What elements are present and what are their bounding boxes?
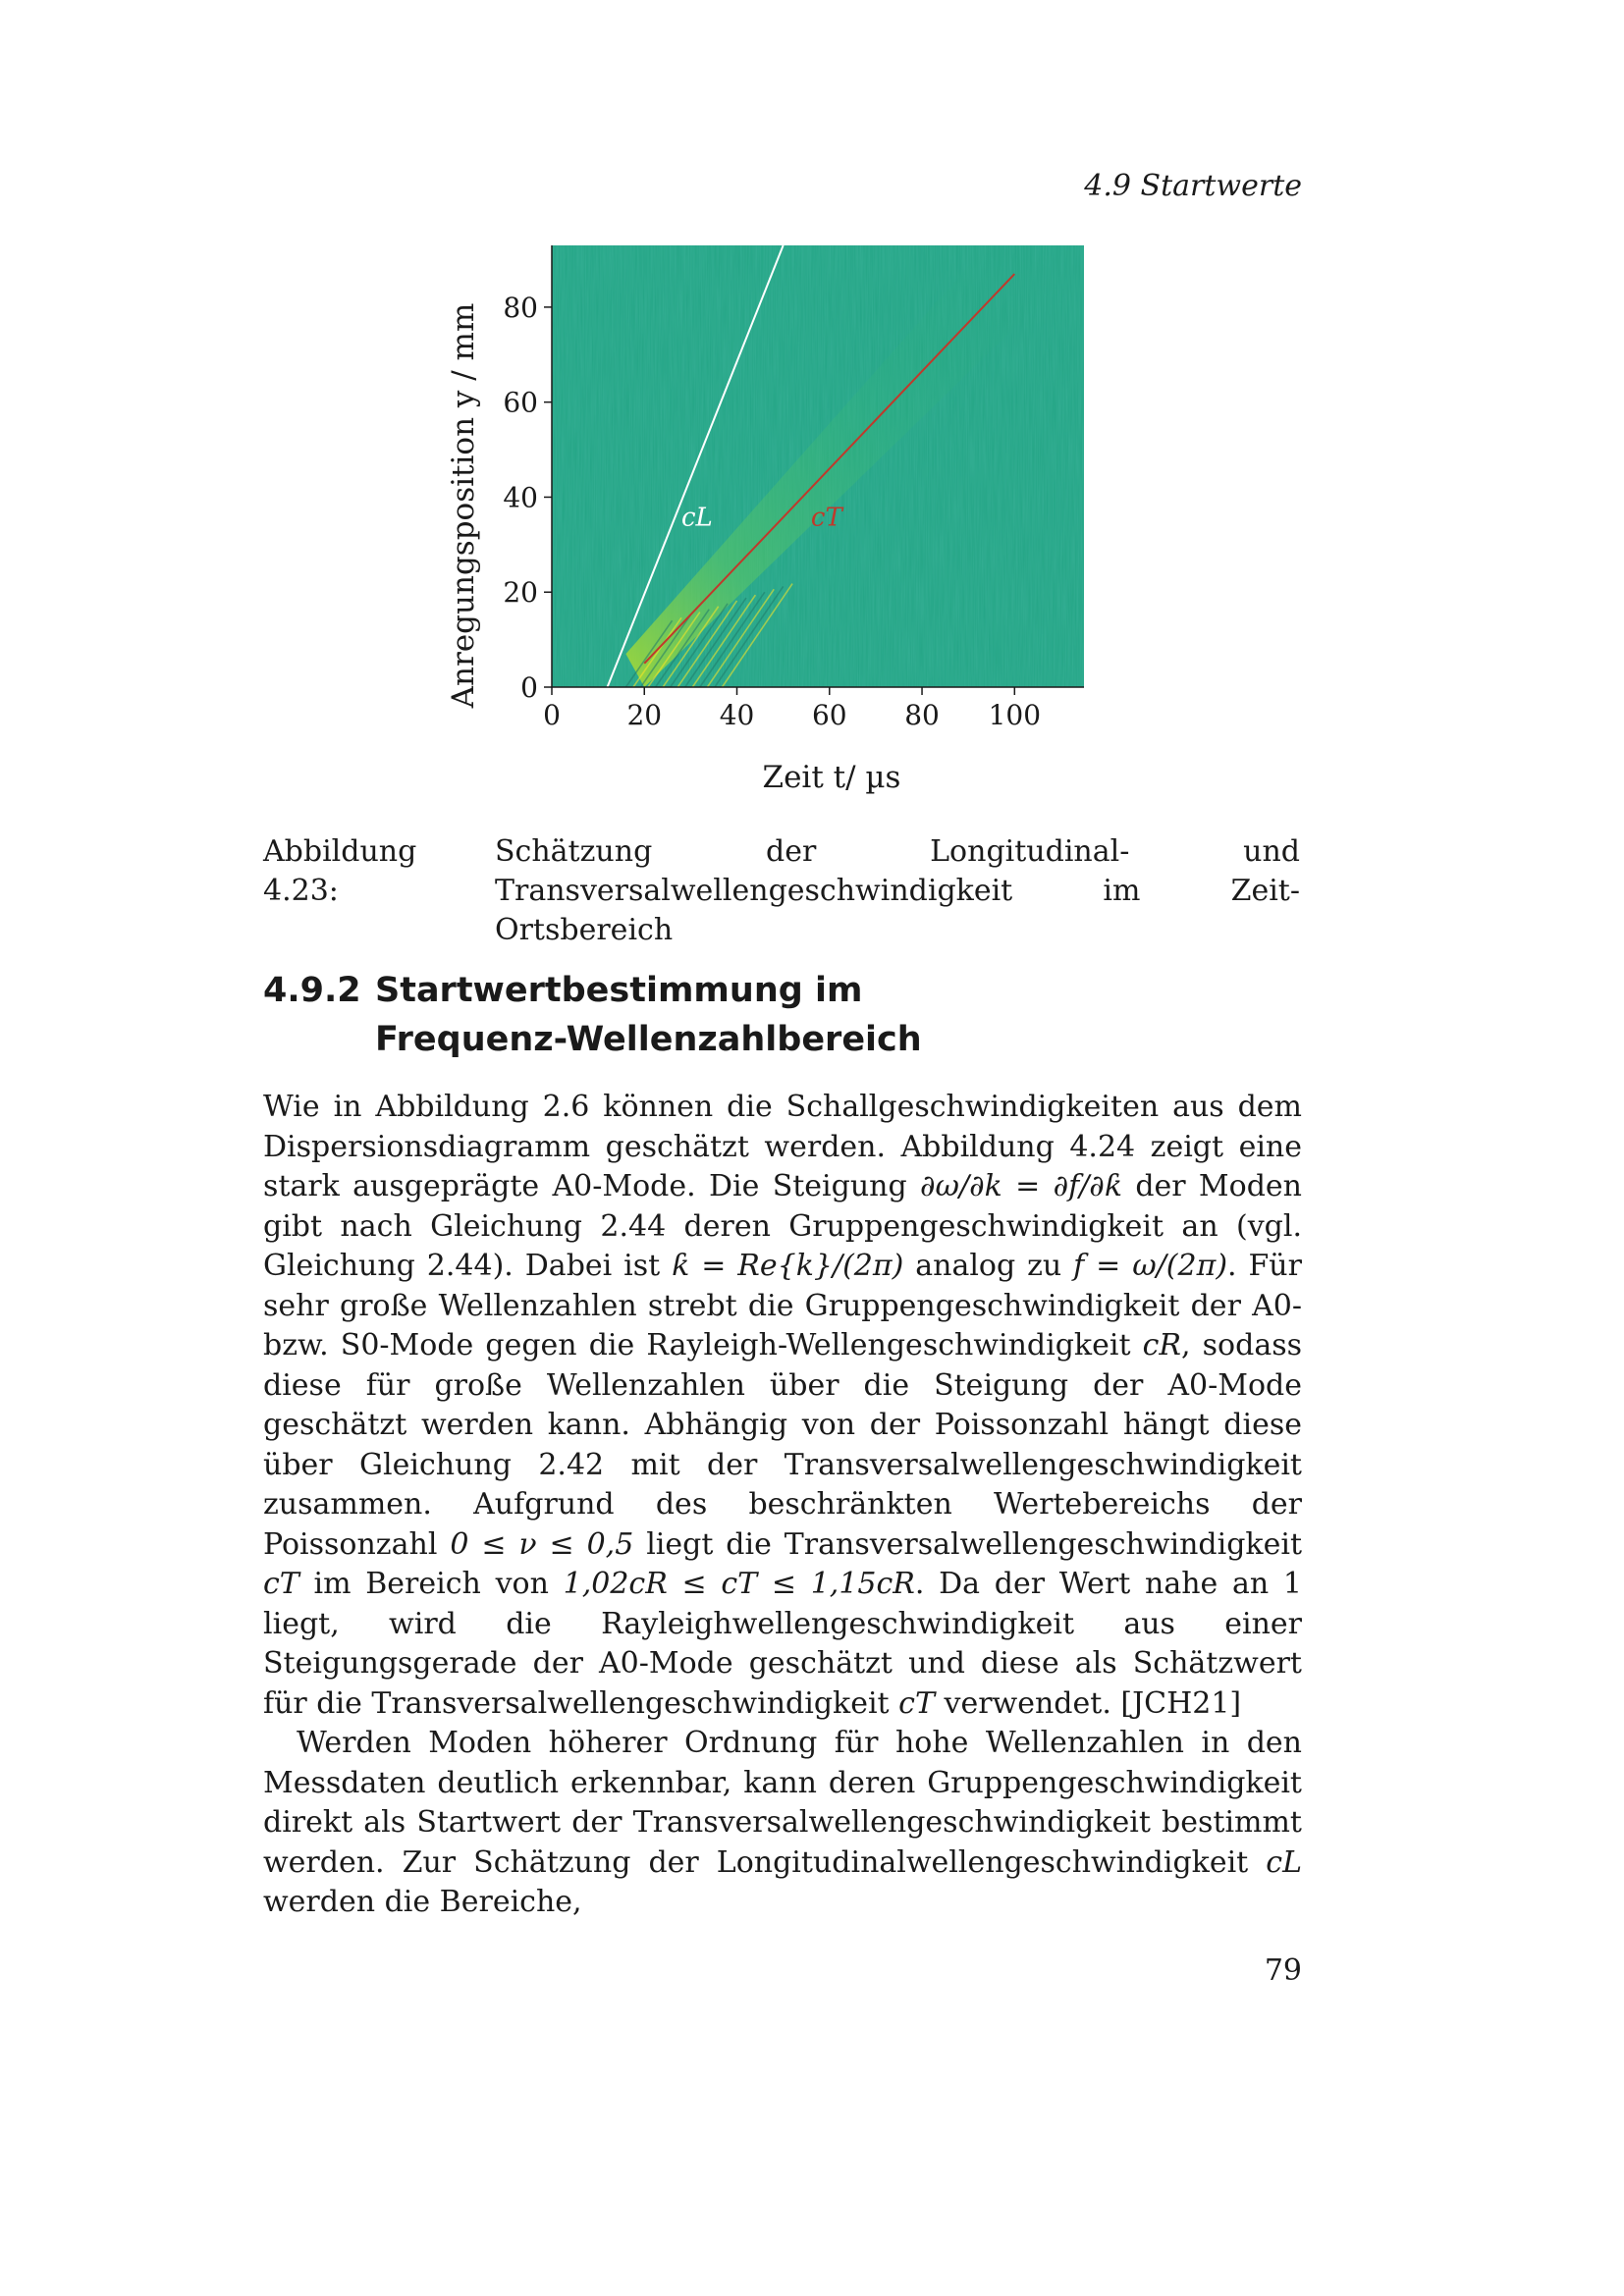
- text-run: . Für sehr große Wellenzahlen strebt die Gruppengeschwindigkeit der A0- bzw. S0-Mode gegen die Rayleigh-Wellengeschwindigkeit: [263, 1249, 1302, 1362]
- cl-label: cL: [680, 503, 713, 533]
- math-inline: ∂ω/∂k = ∂f/∂ƙ: [920, 1169, 1122, 1203]
- page-number: 79: [1264, 1953, 1302, 1988]
- y-tick-label: 40: [503, 481, 538, 514]
- text-run: Werden Moden höherer Ordnung für hohe Wellenzahlen in den Messdaten deutlich erkennbar, kann deren Gruppengeschwindigkeit direkt als Startwert der Transversalwellengeschwindigkeit bestimmt werden. Zur Schätzung der Longitudinalwellengeschwindigkeit: [263, 1726, 1302, 1880]
- math-inline: 0 ≤ ν ≤ 0,5: [450, 1526, 634, 1562]
- math-inline: cL: [1266, 1844, 1302, 1880]
- y-tick-label: 20: [503, 576, 538, 610]
- text-run: liegt die Transversalwellengeschwindigkeit: [633, 1526, 1302, 1562]
- body-text: [263, 1088, 1302, 1923]
- ct-label: cT: [810, 503, 842, 533]
- caption-label: Abbildung 4.23:: [263, 834, 417, 908]
- text-run: der Moden gibt nach Gleichung 2.44 deren Gruppengeschwindigkeit an (vgl. Gleichung 2.44). Dabei ist: [263, 1169, 1302, 1283]
- y-tick-label: 60: [503, 386, 538, 419]
- x-tick-label: 0: [543, 699, 561, 731]
- section-heading: [263, 966, 1302, 1064]
- x-tick-label: 20: [626, 699, 663, 731]
- text-run: im Bereich von: [298, 1567, 564, 1601]
- paragraph-1: [263, 1088, 1302, 1724]
- math-inline: f = ω/(2π): [1073, 1249, 1228, 1283]
- text-run: werden die Bereiche,: [263, 1885, 582, 1919]
- section-title-line2: Frequenz-Wellenzahlbereich: [375, 1020, 922, 1059]
- caption-text: Schätzung der Longitudinal- und Transversalwellengeschwindigkeit im Zeit-Ortsbereich: [495, 834, 1300, 947]
- text-run: analog zu: [903, 1249, 1074, 1283]
- section-title-line1: Startwertbestimmung im: [375, 971, 863, 1010]
- x-tick-label: 40: [719, 699, 755, 731]
- math-inline: cT: [263, 1567, 299, 1601]
- math-inline: 1,02cR ≤ cT ≤ 1,15cR: [563, 1567, 915, 1601]
- math-inline: ƙ = Re{k}/(2π): [672, 1249, 904, 1283]
- text-run: Wie in Abbildung 2.6 können die Schallgeschwindigkeiten aus dem Dispersionsdiagramm geschätzt werden. Abbildung 4.24 zeigt eine stark ausgeprägte A0-Mode. Die Steigung: [263, 1090, 1302, 1203]
- y-axis-title: Anregungsposition y / mm: [446, 302, 481, 709]
- y-tick-label: 80: [503, 291, 538, 324]
- math-inline: cT: [898, 1685, 935, 1721]
- paragraph-2: [263, 1724, 1302, 1923]
- heatmap-chart: [432, 236, 1139, 805]
- figure-4-23: [432, 236, 1139, 805]
- x-tick-label: 60: [811, 699, 847, 731]
- y-tick-label: 0: [520, 671, 538, 704]
- text-run: . Da der Wert nahe an 1 liegt, wird die Rayleighwellengeschwindigkeit aus einer Steigungsgerade der A0-Mode geschätzt und diese als Schätzwert für die Transversalwellengeschwindigkeit: [263, 1567, 1302, 1721]
- running-header: 4.9 Startwerte: [1084, 169, 1302, 203]
- text-run: verwendet. [JCH21]: [934, 1685, 1242, 1721]
- text-run: , sodass diese für große Wellenzahlen über die Steigung der A0-Mode geschätzt werden kann. Abhängig von der Poissonzahl hängt diese über Gleichung 2.42 mit der Transversalwellengeschwindigkeit zusammen. Aufgrund des beschränkten Wertebereichs der Poissonzahl: [263, 1328, 1302, 1562]
- x-axis-title: Zeit t/ µs: [762, 760, 901, 795]
- math-inline: cR: [1142, 1328, 1182, 1362]
- figure-caption: [263, 832, 1302, 950]
- x-tick-label: 100: [988, 699, 1042, 731]
- section-number: 4.9.2: [263, 971, 361, 1010]
- x-tick-label: 80: [904, 699, 940, 731]
